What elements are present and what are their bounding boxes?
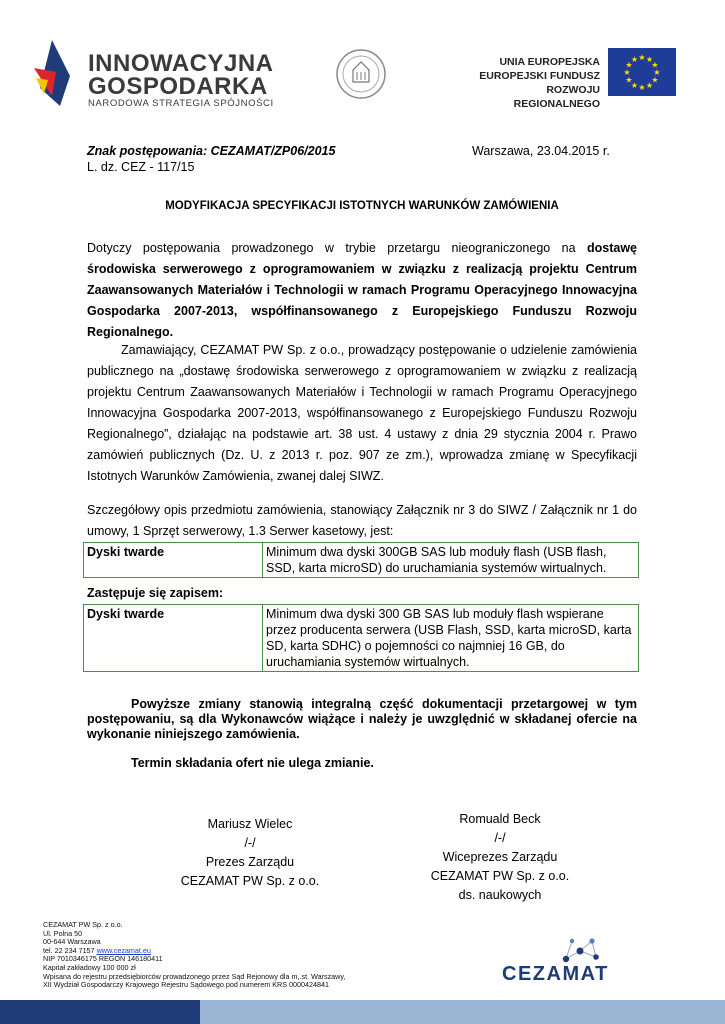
table-cell-value: Minimum dwa dyski 300GB SAS lub moduły flash (USB flash, SSD, karta microSD) do uruchamiania systemów wirtualnych. — [263, 543, 639, 578]
footer-bar-dark — [0, 1000, 200, 1024]
eu-line3: ROZWOJU REGIONALNEGO — [513, 84, 600, 110]
eu-star-icon: ★ — [630, 80, 639, 90]
footer-tel: tel. 22 234 7157 — [43, 945, 97, 955]
signature-right-dept: ds. naukowych — [458, 888, 542, 902]
paragraph-4: Termin składania ofert nie ulega zmianie. — [131, 756, 374, 770]
table-cell-label: Dyski twarde — [84, 543, 263, 578]
eu-star-icon: ★ — [625, 75, 633, 85]
eu-line1: UNIA EUROPEJSKA — [499, 56, 600, 68]
footer-line: Kapitał zakładowy 100 000 zł — [43, 962, 136, 972]
table-row — [84, 605, 639, 672]
eu-star-icon: ★ — [638, 83, 646, 92]
eu-star-icon: ★ — [625, 60, 633, 70]
place-date: Warszawa, 23.04.2015 r. — [472, 144, 610, 158]
intro-text: Dotyczy postępowania prowadzonego w trybie przetargu nieograniczonego na — [87, 241, 587, 255]
intro-bold-text: dostawę środowiska serwerowego z oprogramowaniem w związku z realizacją projektu Centrum Zaawansowanych Materiałów i Technologii w ramach Programu Operacyjnego Innowacyjna Gospodarka 2007-2013, współfinansowanego z Europejskiego Funduszu Rozwoju Regionalnego. — [87, 241, 637, 339]
footer-line: 00-644 Warszawa — [43, 937, 101, 947]
replace-label: Zastępuje się zapisem: — [87, 586, 224, 600]
cezamat-logo — [500, 935, 610, 990]
footer-line: Wpisana do rejestru przedsiębiorców prowadzonego przez Sąd Rejonowy dla m,.st. Warszawy, — [43, 971, 346, 981]
document-title: MODYFIKACJA SPECYFIKACJI ISTOTNYCH WARUNKÓW ZAMÓWIENIA — [165, 200, 559, 212]
cezamat-molecule-icon — [500, 935, 610, 965]
signature-right-company: CEZAMAT PW Sp. z o.o. — [430, 869, 570, 883]
footer-bar-light — [200, 1000, 725, 1024]
logo-subtitle: NARODOWA STRATEGIA SPÓJNOŚCI — [88, 98, 274, 109]
footer-line: XII Wydział Gospodarczy Krajowego Rejestru Sądowego pod numerem KRS 0000424841 — [43, 980, 329, 990]
signature-left-mark: /-/ — [244, 836, 256, 850]
spec-table-replacement — [83, 604, 639, 672]
footer-address — [43, 921, 345, 990]
ledger-number: L. dz. CEZ - 117/15 — [87, 160, 195, 174]
university-seal-icon — [335, 48, 387, 100]
eu-star-icon: ★ — [630, 55, 639, 65]
eu-star-icon: ★ — [651, 75, 659, 85]
eu-star-icon: ★ — [645, 80, 654, 90]
table-cell-label: Dyski twarde — [84, 605, 263, 672]
logo-title-line2: GOSPODARKA — [88, 73, 268, 100]
footer-line: NIP 7010346175 REGON 146180411 — [43, 954, 163, 964]
signature-left — [160, 815, 340, 891]
intro-paragraph — [87, 238, 637, 343]
paragraph-1: Zamawiający, CEZAMAT PW Sp. z o.o., prowadzący postępowanie o udzielenie zamówienia publicznego na „dostawę środowiska serwerowego z oprogramowaniem w związku z realizacją projektu Centrum Zaawansowanych Materiałów i Technologii w ramach Programu Operacyjnego Innowacyjna Gospodarka 2007-2013, współfinansowanego z Europejskiego Funduszu Rozwoju Regionalnego”, działając na podstawie art. 38 ust. 4 ustawy z dnia 29 stycznia 2004 r. Prawo zamówień publicznych (Dz. U. z 2013 r. poz. 907 ze zm.), wprowadza zmianę w Specyfikacji Istotnych Warunków Zamówienia, zwanej dalej SIWZ. — [87, 343, 637, 483]
signature-right-name: Romuald Beck — [459, 812, 541, 826]
paragraph-2: Szczegółowy opis przedmiotu zamówienia, stanowiący Załącznik nr 3 do SIWZ / Załącznik nr 1 do umowy, 1 Sprzęt serwerowy, 1.3 Serwer kasetowy, jest: — [87, 503, 637, 538]
signature-right-mark: /-/ — [494, 831, 506, 845]
eu-star-icon: ★ — [653, 68, 661, 77]
spec-table-original — [83, 542, 639, 578]
table-row — [84, 543, 639, 578]
innowacyjna-gospodarka-logo — [30, 38, 274, 109]
eu-star-icon: ★ — [623, 68, 631, 77]
reference-number: Znak postępowania: CEZAMAT/ZP06/2015 — [87, 144, 336, 158]
signature-right-role: Wiceprezes Zarządu — [442, 850, 558, 864]
signature-right — [410, 810, 590, 905]
innowacyjna-gospodarka-icon — [30, 38, 74, 108]
footer-line: CEZAMAT PW Sp. z o.o. — [43, 920, 123, 929]
signature-left-role: Prezes Zarządu — [205, 855, 295, 869]
table-cell-value: Minimum dwa dyski 300 GB SAS lub moduły flash wspierane przez producenta serwera (USB Flash, SSD, karta microSD, karta SD, karta SDHC) o pojemności co najmniej 16 GB, do uruchamiania systemów wirtualnych. — [263, 605, 639, 672]
footer-website-link[interactable]: www.cezamat.eu — [96, 945, 151, 955]
eu-star-icon: ★ — [645, 55, 654, 65]
signature-left-name: Mariusz Wielec — [207, 817, 293, 831]
paragraph-3: Powyższe zmiany stanowią integralną część dokumentacji przetargowej w tym postępowaniu, są dla Wykonawców wiążące i należy je uwzględnić w składanej ofercie na wykonanie niniejszego zamówienia. — [87, 697, 637, 741]
eu-text — [470, 55, 600, 111]
eu-flag-icon — [608, 48, 676, 96]
signature-left-company: CEZAMAT PW Sp. z o.o. — [180, 874, 320, 888]
logo-title-line1: INNOWACYJNA — [88, 50, 274, 77]
eu-star-icon: ★ — [638, 53, 646, 62]
cezamat-logo-text: CEZAMAT — [502, 963, 609, 985]
eu-star-icon: ★ — [651, 60, 659, 70]
eu-line2: EUROPEJSKI FUNDUSZ — [479, 70, 600, 82]
footer-line: Ul. Polna 50 — [43, 928, 83, 938]
